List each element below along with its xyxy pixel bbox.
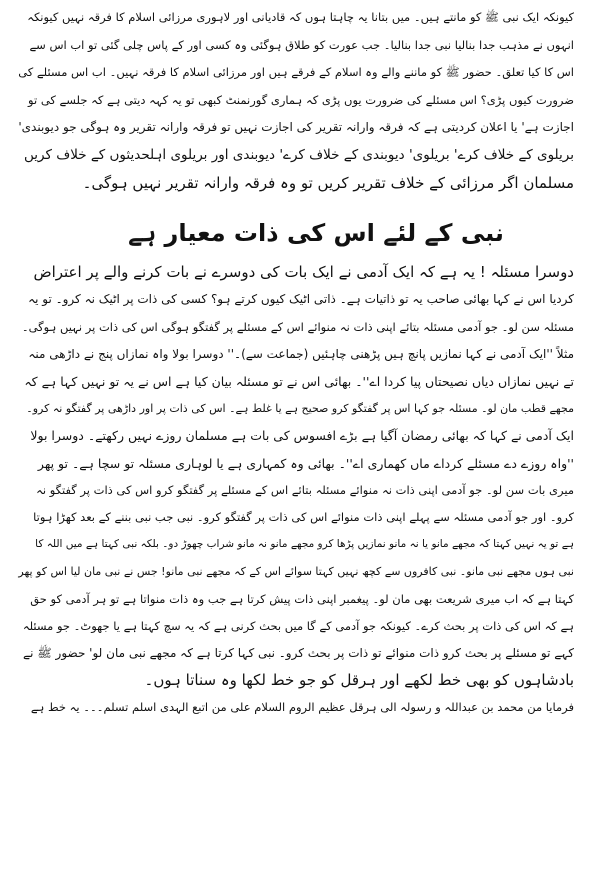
text-line: اجازت ہے' یا اعلان کردیتی ہے کہ فرقہ وارانہ تقریر کی اجازت نہیں تو فرقہ وارانہ تقریر وہ ہوگی جو دیوبندی' [18,120,574,135]
paragraph-intro [18,4,574,197]
text-line: کیونکہ ایک نبی ﷺ کو مانتے ہیں۔ میں بتانا یہ چاہتا ہوں کہ قادیانی اور لاہوری مرزائی اسلام کا فرقہ نہیں کیونکہ [27,10,574,24]
text-line: کردیا اس نے کہا بھائی صاحب یہ تو ذاتیات ہے۔ ذاتی اٹیک کیوں کرتے ہو؟ کسی کی ذات پر اٹیک نہ کرو۔ تو یہ [28,292,574,307]
paragraph-main [18,259,574,721]
text-line: کرو۔ اور جو آدمی مسئلہ سے پہلے اپنی ذات منوائے اس کی ذات پر گفتگو کرو۔ نبی جب نبی بننے کے بعد کھڑا ہوتا [33,509,574,524]
text-line: مثلاً ''ایک آدمی نے کہا نمازیں پانچ ہیں پڑھنی چاہئیں (جماعت سے)۔'' دوسرا بولا واہ نمازاں پنج نے داڑھی منہ [28,346,574,361]
text-line: ہے تو یہ نہیں کہتا کہ مجھے مانو یا نہ مانو نمازیں پڑھا کرو مجھے مانو نہ مانو شراب چھوڑ دو۔ بلکہ نبی کہتا ہے میں اللہ کا [35,538,574,551]
text-line: ہے کہ اس کی ذات پر بحث کرے۔ کیونکہ جو آدمی کے گا میں بحث کرنی ہے کہ یہ سچ کہتا ہے یا جھوٹ۔ جو مسئلہ [22,618,574,633]
text-line: مجھے قطب مان لو۔ مسئلہ جو کہا اس پر گفتگو کرو صحیح ہے یا غلط ہے۔ اس کی ذات پر اور داڑھی پر گفتگو نہ کرو۔ [26,402,574,416]
text-line: مسئلہ سن لو۔ جو آدمی مسئلہ بتائے اپنی ذات نہ منوائے اس کے مسئلے پر گفتگو ہوگی اس کی ذات پر نہیں ہوگی۔ [21,319,574,334]
text-line: ایک آدمی نے کہا کہ بھائی رمضان آگیا ہے بڑے افسوس کی بات ہے مسلمان روزے نہیں رکھتے۔ دوسرا بولا [30,428,574,444]
text-line: کہتا ہے کہ اب میری شریعت بھی مان لو۔ پیغمبر اپنی ذات پیش کرتا ہے جب وہ ذات منواتا ہے تو ہر آدمی کو حق [30,591,574,606]
text-line: دوسرا مسئلہ ! یہ ہے کہ ایک آدمی نے ایک بات کی دوسرے نے بات کرنے والے پر اعتراض [33,263,574,282]
text-line: بریلوی کے خلاف کرے' بریلوی' دیوبندی کے خلاف کرے' دیوبندی اور بریلوی اہلحدیثوں کے خلاف کریں [24,146,574,163]
text-line: انہوں نے مذہب جدا بنالیا نبی جدا بنالیا۔ جب عورت کو طلاق ہوگئی وہ کسی اور کے پاس چلی گئی تو اب اس سے [29,37,574,52]
text-line: فرمایا من محمد بن عبداللہ و رسولہ الی ہرقل عظیم الروم السلام علی من اتبع الہدی اسلم تسلم۔۔۔ یہ خط ہے [30,700,574,715]
text-line: ''واہ روزے دے مسئلے کرداے ماں کھماری اے''۔ بھائی وہ کمہاری ہے یا لوہاری مسئلہ تو سچا ہے۔ تو پھر [37,455,574,471]
section-heading: نبی کے لئے اس کی ذات معیار ہے [128,219,504,248]
text-line: اس کا کیا تعلق۔ حضور ﷺ کو ماننے والے وہ اسلام کے فرقے ہیں اور مرزائی اسلام کا فرقہ نہیں۔ اب اس مسئلے کی [18,65,574,80]
text-line: میری بات سن لو۔ جو آدمی اپنی ذات نہ منوائے مسئلہ بتائے اس کے مسئلے پر گفتگو کرو اس کی ذات پر گفتگو نہ [36,482,574,497]
text-line: بادشاہوں کو بھی خط لکھے اور ہرقل کو جو خط لکھا وہ سناتا ہوں۔ [144,671,574,690]
text-line: ضرورت کیوں پڑی؟ اس مسئلے کی ضرورت یوں پڑی کہ ہماری گورنمنٹ کبھی تو یہ کہہ دیتی ہے کہ جلسے کی تو [28,92,574,107]
text-line: نبی ہوں مجھے نبی مانو۔ نبی کافروں سے کچھ نہیں کہتا سوائے اس کے کہ مجھے نبی مانو! جس نے نبی مان لیا اس کو پھر [18,565,574,579]
text-line: مسلمان اگر مرزائی کے خلاف تقریر کریں تو وہ فرقہ وارانہ تقریر نہیں ہوگی۔ [82,173,574,192]
text-line: تے نہیں نمازاں دیاں نصیحتاں پیا کردا اے''۔ بھائی اس نے تو مسئلہ بیان کیا ہے اس نے یہ تو نہیں کہا ہے کہ [24,373,574,389]
text-line: کہے تو مسئلے پر بحث کرو ذات منوائے تو ذات پر بحث کرو۔ نبی کہا کرتا ہے کہ مجھے نبی مان لو' حضور ﷺ نے [23,646,574,660]
